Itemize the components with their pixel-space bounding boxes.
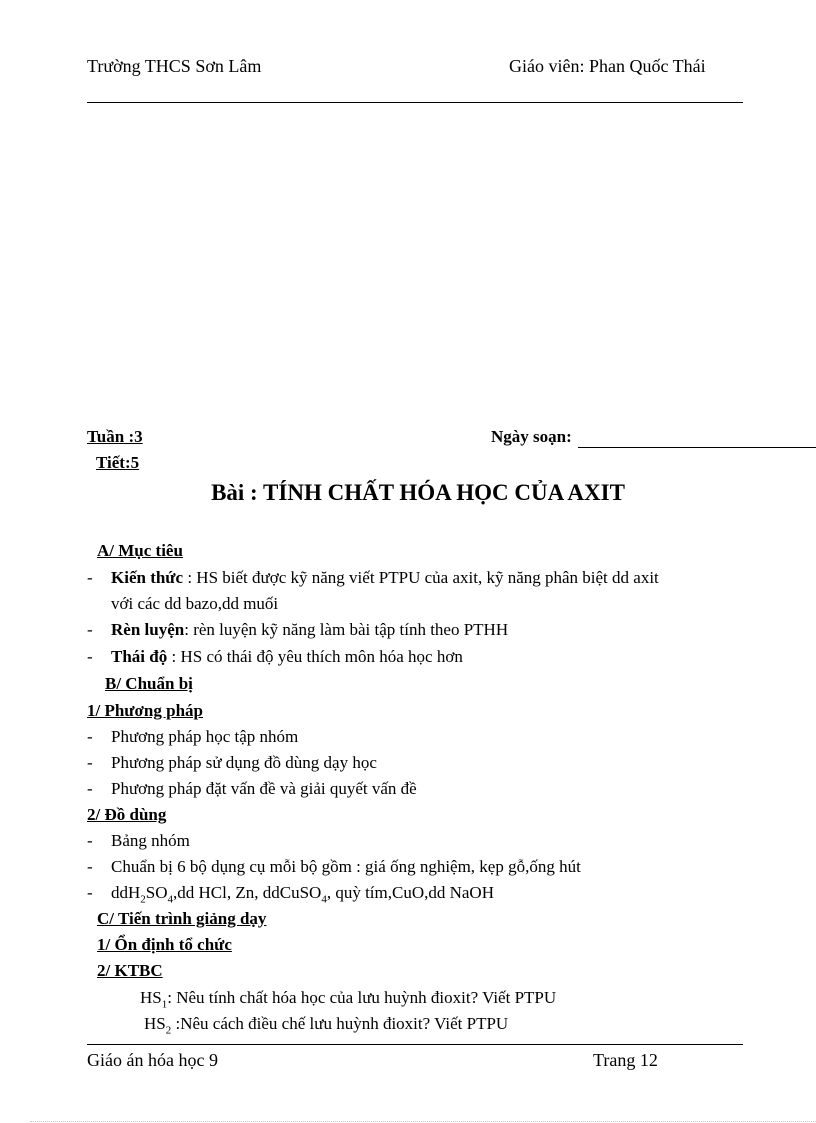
objective-label: Rèn luyện <box>111 620 185 639</box>
date-blank-line <box>578 447 816 448</box>
bullet-dash: - <box>87 831 93 850</box>
bullet-dash: - <box>87 647 93 666</box>
objective-text: : rèn luyện kỹ năng làm bài tập tính theo PTHH <box>184 620 509 639</box>
bullet-dash: - <box>87 857 93 876</box>
footer-divider <box>87 1044 743 1045</box>
bullet-dash: - <box>87 883 93 902</box>
objective-text: : HS biết được kỹ năng viết PTPU của axit, kỹ năng phân biệt dd axit <box>183 568 659 587</box>
method-text: Phương pháp sử dụng đồ dùng dạy học <box>111 753 377 772</box>
section-c-heading: C/ Tiến trình giảng dạy <box>97 909 267 928</box>
equipment-text: Bảng nhóm <box>111 831 190 850</box>
header-divider <box>87 102 743 103</box>
organization-subheading: 1/ Ổn định tổ chức <box>97 935 232 954</box>
page-break-line <box>30 1121 816 1122</box>
header-school: Trường THCS Sơn Lâm <box>87 56 262 76</box>
method-text: Phương pháp đặt vấn đề và giải quyết vấn đề <box>111 779 417 798</box>
review-question-1: $HS_1$: Nêu tính chất hóa học của lưu huỳnh đioxit? Viết PTPU <box>140 988 557 1011</box>
bullet-dash: - <box>87 620 93 639</box>
period-label: Tiết:5 <box>96 453 140 472</box>
objective-label: Kiến thức <box>111 568 184 587</box>
equipment-text: Chuẩn bị 6 bộ dụng cụ mỗi bộ gồm : giá ống nghiệm, kẹp gỗ,ống hút <box>111 857 581 876</box>
footer-course: Giáo án hóa học 9 <box>87 1050 218 1070</box>
bullet-dash: - <box>87 568 93 587</box>
review-question-2: $HS_2$ :Nêu cách điều chế lưu huỳnh đioxit? Viết PTPU <box>144 1014 509 1037</box>
review-subheading: 2/ KTBC <box>97 961 163 980</box>
bullet-dash: - <box>87 727 93 746</box>
objective-label: Thái độ <box>111 647 168 666</box>
chemicals-text: $ddH_2SO_4,dd$ HCl, Zn, ddCuSO$_4$, quỳ tím,CuO,dd NaOH <box>111 883 494 906</box>
footer-page-number: Trang 12 <box>593 1050 658 1070</box>
bullet-dash: - <box>87 753 93 772</box>
lesson-title: Bài : TÍNH CHẤT HÓA HỌC CỦA AXIT <box>211 480 625 505</box>
equipment-subheading: 2/ Đồ dùng <box>87 805 167 824</box>
objective-text-cont: với các dd bazo,dd muối <box>111 594 279 613</box>
bullet-dash: - <box>87 779 93 798</box>
date-label: Ngày soạn: <box>491 427 572 446</box>
week-label: Tuần :3 <box>87 427 143 446</box>
objective-text: : HS có thái độ yêu thích môn hóa học hơn <box>167 647 463 666</box>
section-a-heading: A/ Mục tiêu <box>97 541 183 560</box>
method-text: Phương pháp học tập nhóm <box>111 727 299 746</box>
method-subheading: 1/ Phương pháp <box>87 701 203 720</box>
header-teacher: Giáo viên: Phan Quốc Thái <box>509 56 706 76</box>
section-b-heading: B/ Chuẩn bị <box>105 674 193 693</box>
